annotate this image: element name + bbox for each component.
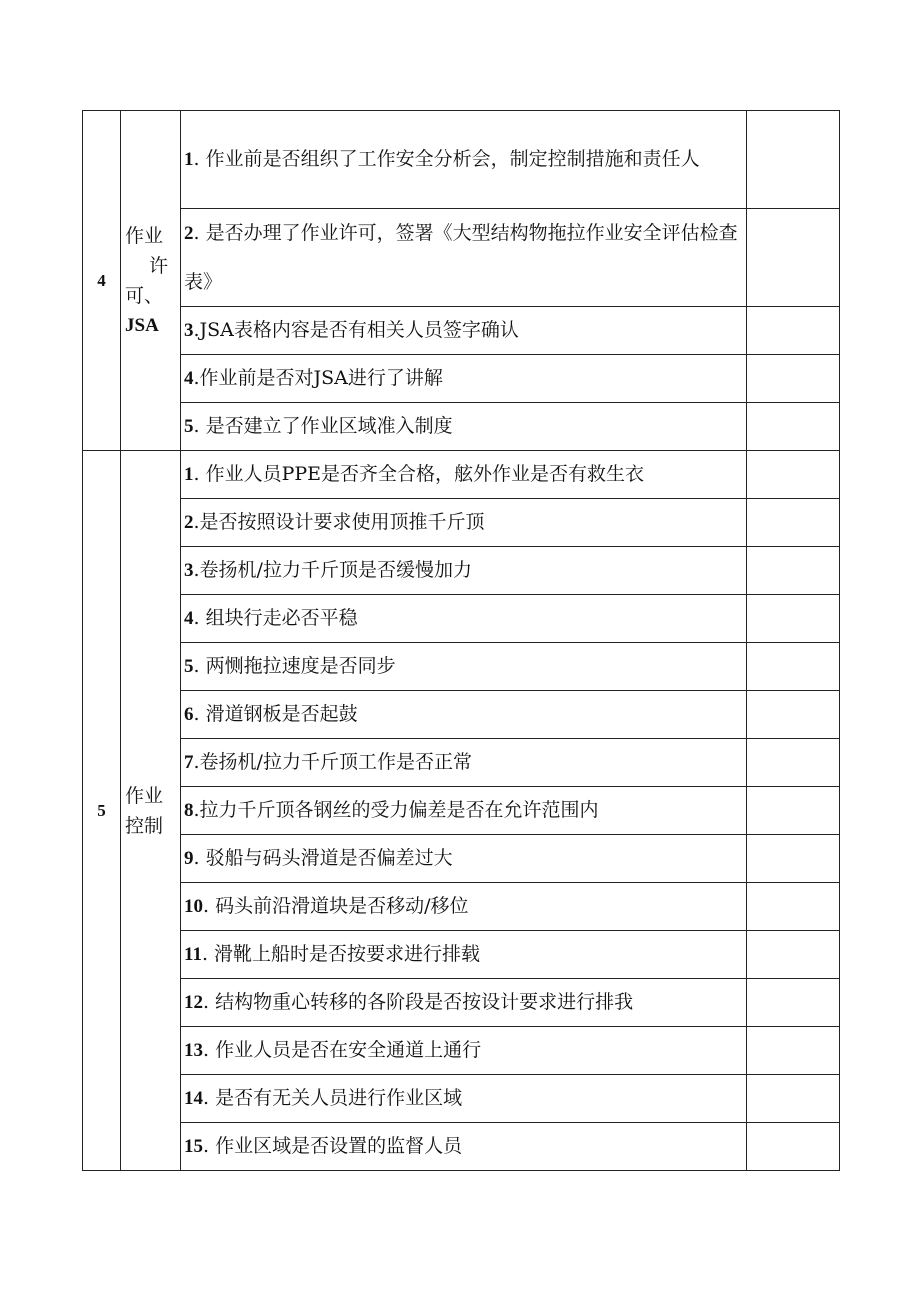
table-row xyxy=(83,595,840,643)
check-result-cell[interactable] xyxy=(747,355,840,403)
check-item: 10. 码头前沿滑道块是否移动/移位 xyxy=(181,883,747,931)
table-row xyxy=(83,547,840,595)
check-result-cell[interactable] xyxy=(747,403,840,451)
check-result-cell[interactable] xyxy=(747,111,840,209)
check-result-cell[interactable] xyxy=(747,979,840,1027)
check-item: 3.卷扬机/拉力千斤顶是否缓慢加力 xyxy=(181,547,747,595)
check-item: 6. 滑道钢板是否起鼓 xyxy=(181,691,747,739)
check-result-cell[interactable] xyxy=(747,595,840,643)
table-row xyxy=(83,787,840,835)
check-item: 11. 滑靴上船时是否按要求进行排载 xyxy=(181,931,747,979)
check-result-cell[interactable] xyxy=(747,1075,840,1123)
check-item: 3.JSA表格内容是否有相关人员签字确认 xyxy=(181,307,747,355)
check-result-cell[interactable] xyxy=(747,451,840,499)
check-result-cell[interactable] xyxy=(747,1027,840,1075)
section-category: 作业 控制 xyxy=(121,451,181,1171)
check-result-cell[interactable] xyxy=(747,739,840,787)
section-number: 5 xyxy=(83,451,121,1171)
check-item: 15. 作业区域是否设置的监督人员 xyxy=(181,1123,747,1171)
check-item: 8.拉力千斤顶各钢丝的受力偏差是否在允许范围内 xyxy=(181,787,747,835)
check-item: 2. 是否办理了作业许可，签署《大型结构物拖拉作业安全评估检查表》 xyxy=(181,209,747,307)
check-result-cell[interactable] xyxy=(747,547,840,595)
table-row xyxy=(83,111,840,209)
table-row xyxy=(83,499,840,547)
table-row xyxy=(83,307,840,355)
table-row xyxy=(83,1123,840,1171)
check-result-cell[interactable] xyxy=(747,1123,840,1171)
check-item: 9. 驳船与码头滑道是否偏差过大 xyxy=(181,835,747,883)
table-row xyxy=(83,739,840,787)
checklist-table xyxy=(82,110,840,1171)
check-item: 7.卷扬机/拉力千斤顶工作是否正常 xyxy=(181,739,747,787)
table-row xyxy=(83,931,840,979)
check-result-cell[interactable] xyxy=(747,307,840,355)
section-category: 作业 许 可、 JSA xyxy=(121,111,181,451)
check-item: 5. 两恻拖拉速度是否同步 xyxy=(181,643,747,691)
check-item: 13. 作业人员是否在安全通道上通行 xyxy=(181,1027,747,1075)
table-row xyxy=(83,643,840,691)
table-row xyxy=(83,883,840,931)
check-item: 4. 组块行走必否平稳 xyxy=(181,595,747,643)
table-row xyxy=(83,403,840,451)
check-item: 4.作业前是否对JSA进行了讲解 xyxy=(181,355,747,403)
check-result-cell[interactable] xyxy=(747,209,840,307)
table-row xyxy=(83,1027,840,1075)
check-item: 1. 作业前是否组织了工作安全分析会，制定控制措施和责任人 xyxy=(181,111,747,209)
check-result-cell[interactable] xyxy=(747,787,840,835)
check-item: 14. 是否有无关人员进行作业区域 xyxy=(181,1075,747,1123)
check-result-cell[interactable] xyxy=(747,835,840,883)
section-number: 4 xyxy=(83,111,121,451)
check-result-cell[interactable] xyxy=(747,643,840,691)
check-result-cell[interactable] xyxy=(747,499,840,547)
check-result-cell[interactable] xyxy=(747,931,840,979)
table-row xyxy=(83,835,840,883)
check-item: 12. 结构物重心转移的各阶段是否按设计要求进行排我 xyxy=(181,979,747,1027)
check-item: 5. 是否建立了作业区域准入制度 xyxy=(181,403,747,451)
table-row xyxy=(83,209,840,307)
table-row xyxy=(83,1075,840,1123)
table-row xyxy=(83,979,840,1027)
table-row xyxy=(83,691,840,739)
check-item: 1. 作业人员PPE是否齐全合格，舷外作业是否有救生衣 xyxy=(181,451,747,499)
check-item: 2.是否按照设计要求使用顶推千斤顶 xyxy=(181,499,747,547)
table-row xyxy=(83,355,840,403)
check-result-cell[interactable] xyxy=(747,691,840,739)
table-row xyxy=(83,451,840,499)
check-result-cell[interactable] xyxy=(747,883,840,931)
